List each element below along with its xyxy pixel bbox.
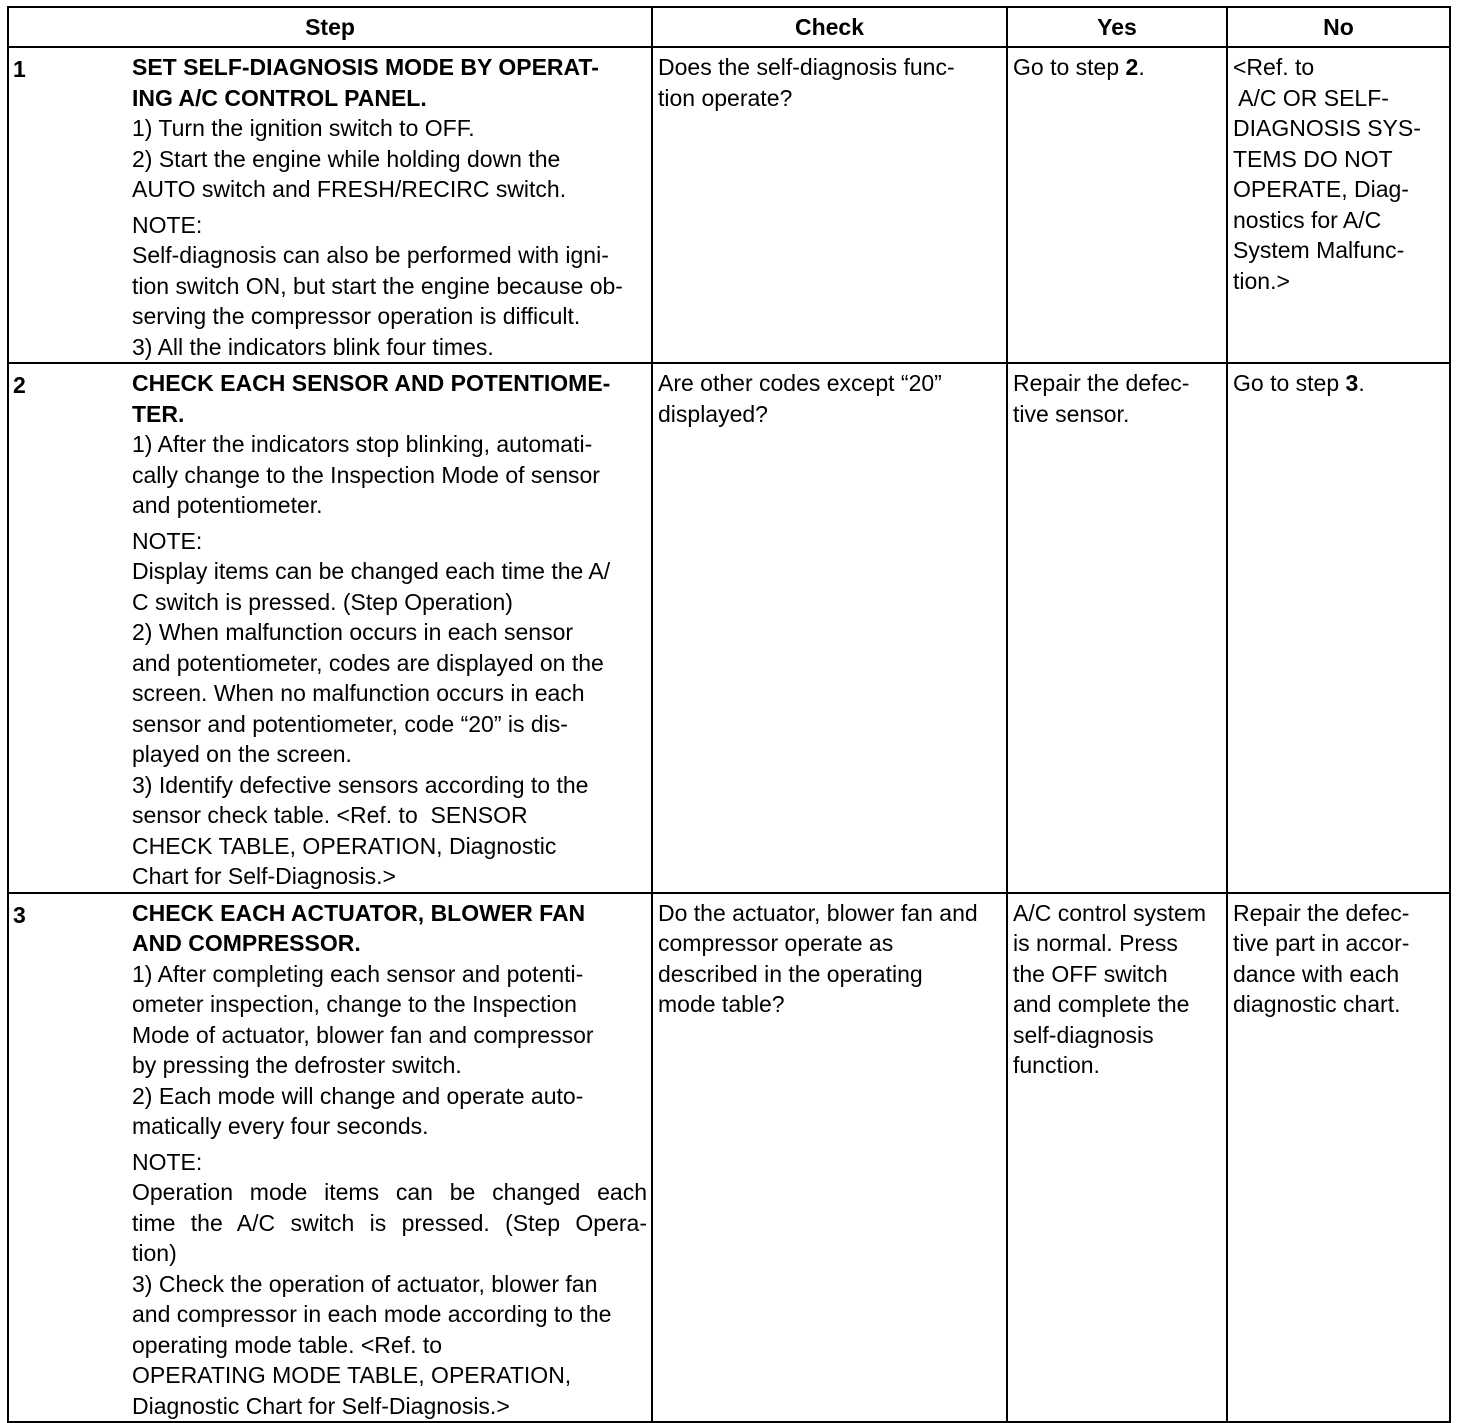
check-line: Are other codes except “20” [658, 370, 942, 396]
check-cell [652, 47, 1007, 363]
yes-line: is normal. Press [1013, 930, 1178, 956]
step-cell [8, 893, 652, 1423]
no-suffix: . [1358, 370, 1365, 396]
step-text [9, 894, 651, 1422]
check-cell [652, 363, 1007, 893]
step-line: sensor check table. <Ref. to SENSOR [132, 802, 528, 828]
note-line: serving the compressor operation is difficult. [132, 303, 581, 329]
step-number: 1 [13, 56, 26, 82]
no-line: <Ref. to [1233, 54, 1315, 80]
yes-line: self-diagnosis [1013, 1021, 1154, 1048]
no-line: Repair the defec- [1233, 899, 1410, 926]
note-line: time the A/C switch is pressed. (Step Opera- [132, 1209, 647, 1236]
step-number: 2 [13, 372, 26, 398]
check-line: described in the operating [658, 960, 923, 987]
yes-line: function. [1013, 1052, 1100, 1078]
no-cell [1227, 893, 1450, 1423]
no-step-number: 3 [1345, 370, 1359, 396]
no-line: A/C OR SELF- [1233, 84, 1389, 111]
check-line: displayed? [658, 400, 768, 427]
step-line: 3) All the indicators blink four times. [132, 333, 494, 360]
step-number: 3 [13, 901, 26, 928]
check-line: Does the self-diagnosis func- [658, 54, 955, 80]
yes-suffix: . [1138, 54, 1145, 80]
check-cell [652, 893, 1007, 1423]
step-line: 1) After the indicators stop blinking, automati- [132, 431, 593, 457]
no-line: tion.> [1233, 267, 1290, 294]
yes-line: the OFF switch [1013, 960, 1168, 987]
header-no: No [1227, 7, 1450, 47]
step-line: matically every four seconds. [132, 1113, 429, 1139]
table-row [8, 893, 1450, 1423]
check-line: compressor operate as [658, 930, 894, 956]
step-line: played on the screen. [132, 741, 352, 767]
step-line: and potentiometer. [132, 492, 323, 518]
step-line: screen. When no malfunction occurs in each [132, 680, 585, 706]
yes-line: and complete the [1013, 991, 1190, 1017]
step-line: 2) Each mode will change and operate auto- [132, 1082, 584, 1109]
step-line: cally change to the Inspection Mode of sensor [132, 461, 600, 488]
step-title-line: CHECK EACH ACTUATOR, BLOWER FAN [132, 899, 586, 926]
note-line: tion) [132, 1240, 177, 1266]
step-line: ometer inspection, change to the Inspection [132, 991, 577, 1017]
yes-step-number: 2 [1125, 54, 1139, 80]
step-text [9, 364, 651, 892]
yes-line: Repair the defec- [1013, 370, 1190, 396]
yes-line [1013, 52, 1222, 83]
note-line: Operation mode items can be changed each [132, 1179, 647, 1205]
no-line: DIAGNOSIS SYS- [1233, 115, 1421, 141]
note-label: NOTE: [132, 211, 203, 238]
note-line: tion switch ON, but start the engine because ob- [132, 272, 623, 299]
no-line: diagnostic chart. [1233, 991, 1401, 1017]
yes-line: A/C control system [1013, 899, 1206, 926]
step-line: Mode of actuator, blower fan and compressor [132, 1021, 594, 1048]
step-line: OPERATING MODE TABLE, OPERATION, [132, 1362, 572, 1388]
step-title-line: ING A/C CONTROL PANEL. [132, 84, 427, 111]
no-line: TEMS DO NOT [1233, 145, 1393, 172]
check-line: mode table? [658, 991, 785, 1017]
no-line [1233, 368, 1445, 399]
note-line: Self-diagnosis can also be performed with igni- [132, 242, 609, 268]
no-line: nostics for A/C [1233, 206, 1382, 233]
no-line: tive part in accor- [1233, 930, 1410, 956]
note-line: C switch is pressed. (Step Operation) [132, 588, 513, 615]
diagnostic-table [7, 6, 1451, 1423]
step-line: Diagnostic Chart for Self-Diagnosis.> [132, 1392, 510, 1419]
step-line: sensor and potentiometer, code “20” is dis- [132, 710, 568, 737]
step-line: and compressor in each mode according to the [132, 1301, 612, 1327]
table-row [8, 363, 1450, 893]
step-cell [8, 363, 652, 893]
yes-text: Go to step [1013, 54, 1126, 80]
header-yes: Yes [1007, 7, 1227, 47]
no-line: dance with each [1233, 960, 1400, 987]
step-title-line: CHECK EACH SENSOR AND POTENTIOME- [132, 370, 611, 396]
step-line: 2) Start the engine while holding down the [132, 145, 561, 172]
table-row [8, 47, 1450, 363]
step-line: and potentiometer, codes are displayed on the [132, 649, 604, 676]
step-line: Chart for Self-Diagnosis.> [132, 863, 396, 889]
step-title-line: AND COMPRESSOR. [132, 930, 361, 956]
header-step: Step [8, 7, 652, 47]
note-label: NOTE: [132, 1148, 203, 1175]
step-line: 3) Check the operation of actuator, blower fan [132, 1270, 598, 1297]
step-line: 1) After completing each sensor and potenti- [132, 960, 584, 987]
yes-cell [1007, 893, 1227, 1423]
no-cell [1227, 47, 1450, 363]
step-title-line: SET SELF-DIAGNOSIS MODE BY OPERAT- [132, 54, 599, 80]
step-line: 2) When malfunction occurs in each sensor [132, 619, 574, 645]
step-line: by pressing the defroster switch. [132, 1052, 462, 1078]
check-line: tion operate? [658, 84, 793, 111]
yes-cell [1007, 47, 1227, 363]
header-row [8, 7, 1450, 47]
step-line: 1) Turn the ignition switch to OFF. [132, 115, 475, 141]
no-line: OPERATE, Diag- [1233, 176, 1409, 202]
step-line: operating mode table. <Ref. to [132, 1331, 443, 1358]
step-line: 3) Identify defective sensors according to the [132, 771, 589, 798]
step-cell [8, 47, 652, 363]
note-line: Display items can be changed each time the A/ [132, 558, 611, 584]
header-check: Check [652, 7, 1007, 47]
step-text [9, 48, 651, 362]
yes-cell [1007, 363, 1227, 893]
no-cell [1227, 363, 1450, 893]
no-text: Go to step [1233, 370, 1346, 396]
step-title-line: TER. [132, 400, 185, 427]
no-line: System Malfunc- [1233, 237, 1405, 263]
note-label: NOTE: [132, 527, 203, 554]
check-line: Do the actuator, blower fan and [658, 899, 978, 926]
step-line: CHECK TABLE, OPERATION, Diagnostic [132, 832, 557, 859]
yes-line: tive sensor. [1013, 400, 1130, 427]
step-line: AUTO switch and FRESH/RECIRC switch. [132, 176, 567, 202]
